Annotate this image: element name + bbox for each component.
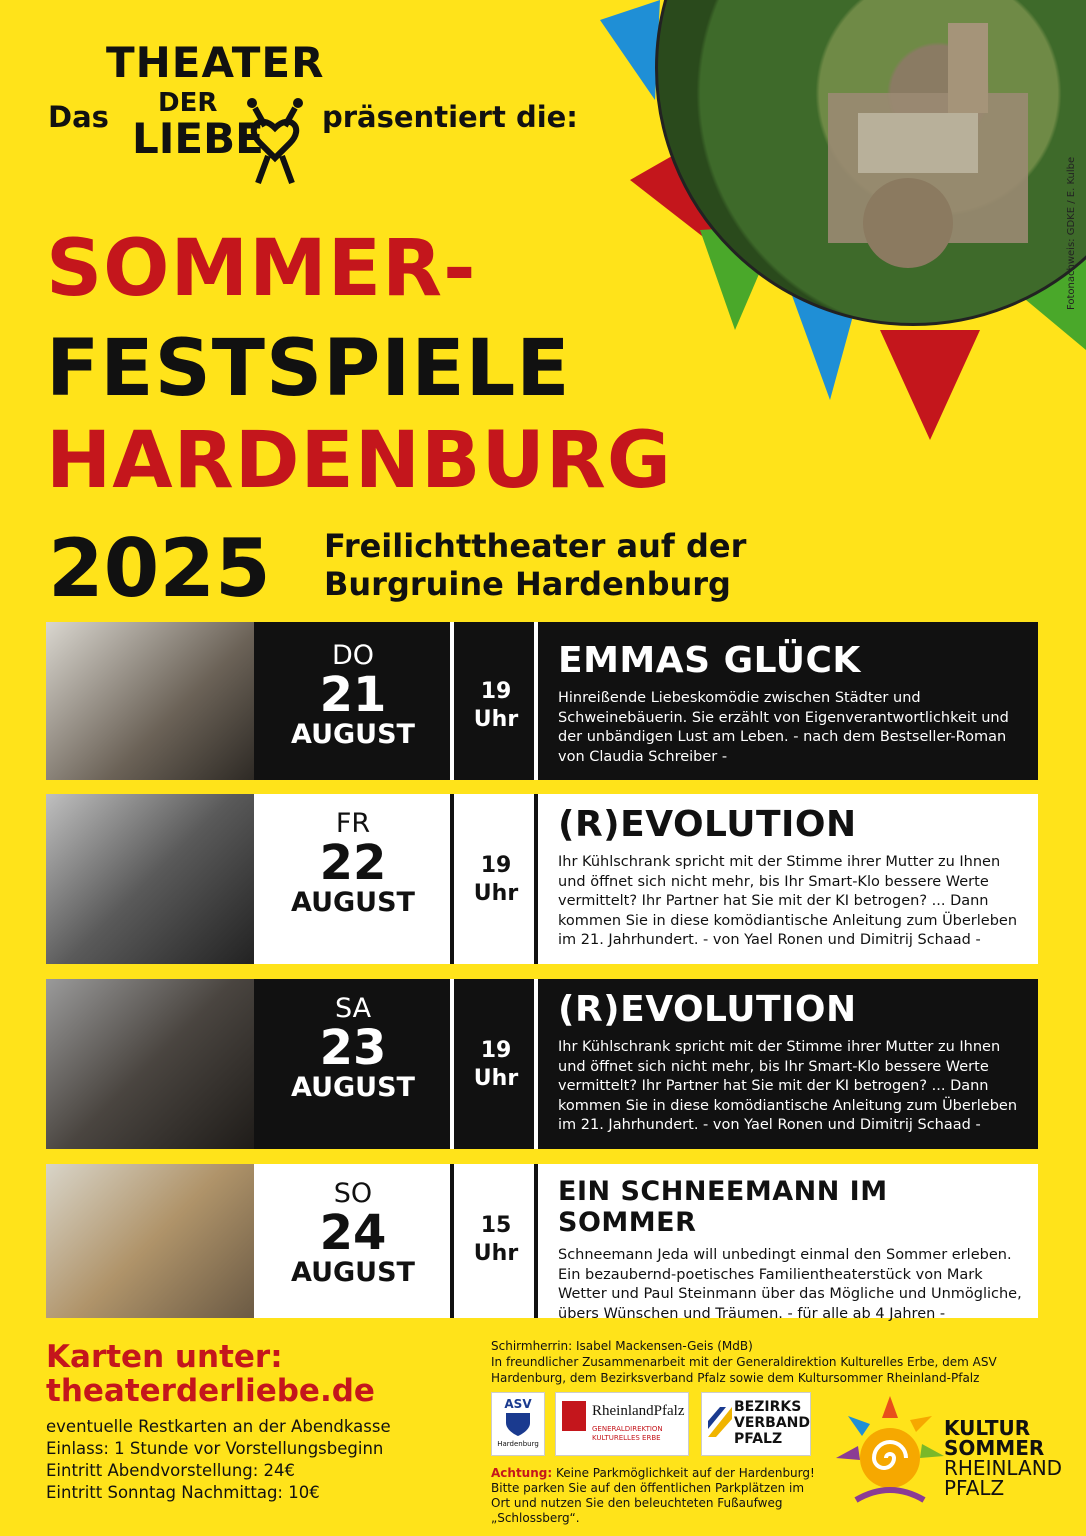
event-time bbox=[454, 1212, 538, 1268]
event-month: AUGUST bbox=[291, 1072, 415, 1103]
event-day-number: 21 bbox=[319, 667, 387, 723]
logo-line2: DER bbox=[158, 88, 218, 118]
event-weekday: SA bbox=[334, 993, 372, 1024]
event-day-number: 24 bbox=[319, 1205, 387, 1261]
das-text: Das bbox=[48, 100, 109, 134]
patron-line: Schirmherrin: Isabel Mackensen-Geis (MdB) bbox=[491, 1339, 753, 1353]
event-weekday: FR bbox=[335, 808, 371, 839]
event-time-hour: 19 bbox=[480, 1038, 512, 1063]
event-time bbox=[454, 852, 538, 908]
title-line1: SOMMER- bbox=[46, 224, 477, 314]
cooperation-line: In freundlicher Zusammenarbeit mit der Generaldirektion Kulturelles Erbe, dem ASV Hardenburg, dem Bezirksverband Pfalz sowie dem Kultursommer Rheinland-Pfalz bbox=[491, 1355, 997, 1385]
event-time-hour: 15 bbox=[480, 1213, 512, 1238]
event-date bbox=[256, 640, 450, 750]
event-month: AUGUST bbox=[291, 1257, 415, 1288]
patronage-text bbox=[491, 1338, 1011, 1386]
event-month: AUGUST bbox=[291, 887, 415, 918]
divider bbox=[534, 622, 538, 780]
logo-line3: LIEBE bbox=[132, 114, 264, 163]
ticket-info bbox=[46, 1416, 391, 1504]
event-description bbox=[558, 640, 1028, 767]
event-row bbox=[46, 979, 1038, 1149]
event-time-hour: 19 bbox=[480, 853, 512, 878]
subtitle bbox=[324, 527, 746, 603]
event-photo bbox=[46, 979, 254, 1149]
event-time-hour: 19 bbox=[480, 679, 512, 704]
info-line: Eintritt Sonntag Nachmittag: 10€ bbox=[46, 1483, 320, 1502]
kultur-line1: KULTUR bbox=[944, 1416, 1031, 1440]
state-crest-icon bbox=[562, 1401, 586, 1431]
event-time-unit: Uhr bbox=[473, 1066, 519, 1091]
heart-figure-icon bbox=[240, 88, 310, 188]
tickets-label: Karten unter: bbox=[46, 1339, 283, 1375]
tickets-heading bbox=[46, 1340, 375, 1408]
event-text: Ihr Kühlschrank spricht mit der Stimme ihrer Mutter zu Ihnen und öffnet sich nicht mehr, bis Ihr Smart-Klo bessere Werte vermittelt? Ihr Partner hat Sie mit der KI betrogen? ... Dann kommen Sie in diese komödiantische Anleitung zum Überleben im 21. Jahrhundert. - von Yael Ronen und Dimitrij Schaad - bbox=[558, 854, 1018, 948]
event-time bbox=[454, 678, 538, 734]
event-day-number: 23 bbox=[319, 1020, 387, 1076]
event-text: Ihr Kühlschrank spricht mit der Stimme ihrer Mutter zu Ihnen und öffnet sich nicht mehr, bis Ihr Smart-Klo bessere Werte vermittelt? Ihr Partner hat Sie mit der KI betrogen? ... Dann kommen Sie in diese komödiantische Anleitung zum Überleben im 21. Jahrhundert. - von Yael Ronen und Dimitrij Schaad - bbox=[558, 1039, 1018, 1133]
event-row bbox=[46, 622, 1038, 780]
bezirksverband-pfalz-logo: BEZIRKS VERBAND PFALZ bbox=[701, 1392, 811, 1456]
event-month: AUGUST bbox=[291, 719, 415, 750]
divider bbox=[534, 794, 538, 964]
divider bbox=[534, 1164, 538, 1318]
event-date bbox=[256, 993, 450, 1103]
event-weekday: DO bbox=[331, 640, 375, 671]
subtitle-line1: Freilichttheater auf der bbox=[324, 527, 747, 565]
title-line3: HARDENBURG bbox=[46, 416, 672, 506]
asv-logo: ASV Hardenburg bbox=[491, 1392, 545, 1456]
event-date bbox=[256, 1178, 450, 1288]
event-row bbox=[46, 794, 1038, 964]
event-title: (R)EVOLUTION bbox=[558, 989, 857, 1030]
event-day-number: 22 bbox=[319, 835, 387, 891]
theater-der-liebe-logo bbox=[100, 38, 325, 188]
event-description bbox=[558, 989, 1028, 1136]
kultursommer-logo bbox=[836, 1396, 1063, 1510]
event-description bbox=[558, 1176, 1028, 1324]
crest-icon bbox=[503, 1411, 533, 1437]
event-time-unit: Uhr bbox=[473, 1241, 519, 1266]
event-photo bbox=[46, 1164, 254, 1318]
event-text: Schneemann Jeda will unbedingt einmal den Sommer erleben. Ein bezaubernd-poetisches Familientheaterstück von Mark Wetter und Paul Steinmann über das Mögliche und Unmögliche, übers Wünschen und Träumen. - für alle ab 4 Jahren - bbox=[558, 1247, 1022, 1322]
event-time-unit: Uhr bbox=[473, 707, 519, 732]
parking-notice bbox=[491, 1466, 821, 1526]
event-title: (R)EVOLUTION bbox=[558, 804, 857, 845]
sun-spiral-icon bbox=[836, 1396, 944, 1506]
kultur-line2: SOMMER bbox=[944, 1436, 1045, 1460]
event-time-unit: Uhr bbox=[473, 881, 519, 906]
year: 2025 bbox=[48, 522, 271, 615]
tickets-url: theaterderliebe.de bbox=[46, 1373, 375, 1409]
kultur-line4: PFALZ bbox=[944, 1476, 1005, 1500]
event-text: Hinreißende Liebeskomödie zwischen Städter und Schweinebäuerin. Sie erzählt von Eigenverantwortlichkeit und der unbändigen Lust am Leben. - nach dem Bestseller-Roman von Claudia Schreiber - bbox=[558, 690, 1009, 765]
event-date bbox=[256, 808, 450, 918]
subtitle-line2: Burgruine Hardenburg bbox=[324, 565, 731, 603]
event-description bbox=[558, 804, 1028, 951]
event-weekday: SO bbox=[333, 1178, 373, 1209]
info-line: Einlass: 1 Stunde vor Vorstellungsbeginn bbox=[46, 1439, 384, 1458]
event-photo bbox=[46, 794, 254, 964]
event-photo bbox=[46, 622, 254, 780]
event-time bbox=[454, 1037, 538, 1093]
notice-text: Keine Parkmöglichkeit auf der Hardenburg! Bitte parken Sie auf den öffentlichen Parkplätzen im Ort und nutzen Sie den beleuchteten Fußaufweg „Schlossberg“. bbox=[491, 1466, 815, 1525]
divider bbox=[534, 979, 538, 1149]
info-line: eventuelle Restkarten an der Abendkasse bbox=[46, 1417, 391, 1436]
title-line2: FESTSPIELE bbox=[46, 324, 571, 414]
praesentiert-text: präsentiert die: bbox=[322, 100, 578, 134]
notice-label: Achtung: bbox=[491, 1466, 553, 1480]
info-line: Eintritt Abendvorstellung: 24€ bbox=[46, 1461, 296, 1480]
logo-line1: THEATER bbox=[106, 38, 325, 87]
bv-mark-icon bbox=[708, 1407, 732, 1437]
photo-credit: Fotonachweis: GDKE / E. Kulbe bbox=[1066, 156, 1077, 310]
kultur-line3: RHEINLAND bbox=[944, 1456, 1063, 1480]
event-title: EIN SCHNEEMANN IM SOMMER bbox=[558, 1176, 888, 1238]
rheinland-pfalz-logo: RheinlandPfalz GENERALDIREKTION KULTURELLES ERBE bbox=[555, 1392, 689, 1456]
event-title: EMMAS GLÜCK bbox=[558, 640, 861, 681]
event-row bbox=[46, 1164, 1038, 1322]
